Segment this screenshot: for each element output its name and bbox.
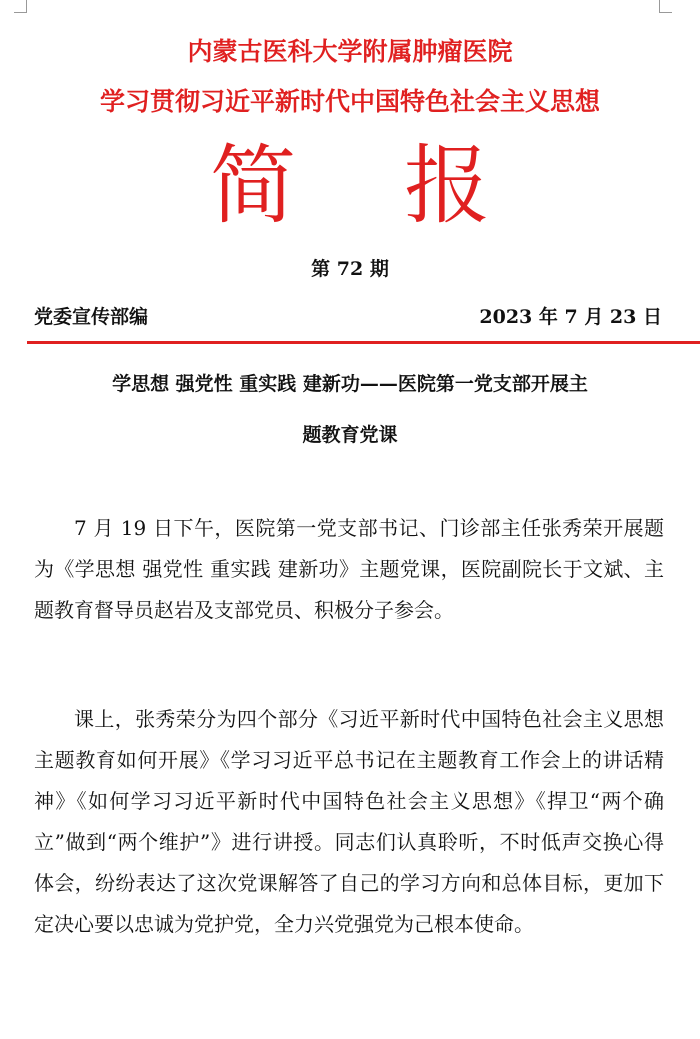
bulletin-title-char-1: 简 xyxy=(210,136,296,236)
header-divider xyxy=(27,341,700,344)
org-subtitle: 学习贯彻习近平新时代中国特色社会主义思想 xyxy=(99,87,600,116)
department-label: 党委宣传部编 xyxy=(34,306,149,328)
page-corner-mark-right xyxy=(659,0,672,13)
article-paragraph-1: 7 月 19 日下午，医院第一党支部书记、门诊部主任张秀荣开展题为《学思想 强党性 重实践 建新功》主题党课，医院副院长于文斌、主题教育督导员赵岩及支部党员、积极分子参会。 xyxy=(34,516,664,622)
article-paragraph-2: 课上，张秀荣分为四个部分《习近平新时代中国特色社会主义思想主题教育如何开展》《学习习近平总书记在主题教育工作会上的讲话精神》《如何学习习近平新时代中国特色社会主义思想》《捍卫“两个确立”做到“两个维护”》进行讲授。同志们认真聆听，不时低声交换心得体会，纷纷表达了这次党课解答了自己的学习方向和总体目标，更加下定决心要以忠诚为党护党，全力兴党强党为己根本使命。 xyxy=(34,707,664,936)
bulletin-title xyxy=(0,136,700,236)
article-title-line-1: 学思想 强党性 重实践 建新功——医院第一党支部开展主 xyxy=(112,373,588,395)
issue-number: 第 72 期 xyxy=(311,258,389,280)
article-title-line-2: 题教育党课 xyxy=(302,424,398,446)
org-name: 内蒙古医科大学附属肿瘤医院 xyxy=(187,37,513,66)
page-corner-mark-left xyxy=(14,0,27,13)
publish-date: 2023 年 7 月 23 日 xyxy=(479,306,662,328)
bulletin-title-char-2: 报 xyxy=(404,136,490,236)
